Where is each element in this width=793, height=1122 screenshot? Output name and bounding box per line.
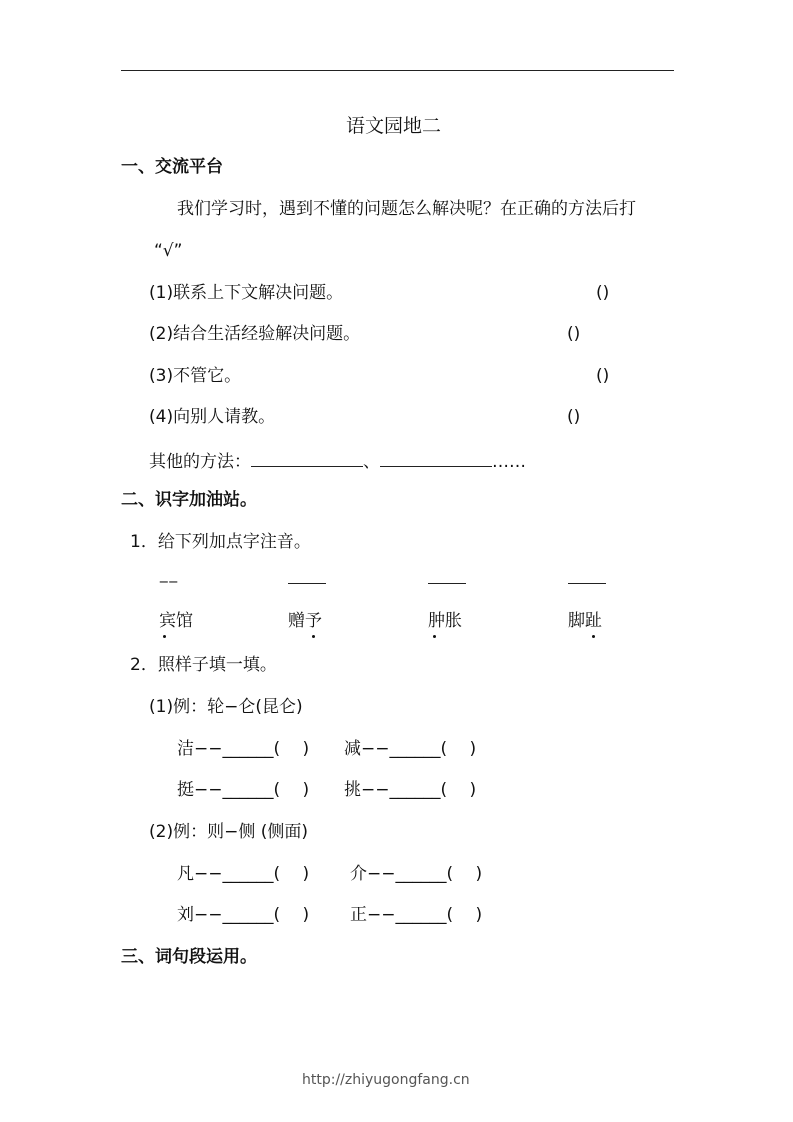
emphasis-dot-4 [592, 635, 595, 638]
method-item-2-mark[interactable]: () [567, 324, 581, 344]
other-methods-row [149, 451, 526, 471]
word-4: 脚趾 [568, 611, 602, 631]
footer-url[interactable]: http://zhiyugongfang.cn [302, 1072, 470, 1088]
fill-item-2[interactable]: 减−−______( ) [344, 739, 477, 759]
method-item-3-mark[interactable]: () [596, 366, 610, 386]
question-2: 2．照样子填一填。 [130, 655, 277, 675]
pinyin-blank-2[interactable] [288, 583, 326, 584]
top-rule [121, 70, 674, 71]
other-method-blank-1[interactable] [251, 451, 363, 467]
example-2-label: (2)例：则−侧 (侧面) [149, 822, 308, 842]
fill-item-4[interactable]: 挑−−______( ) [344, 780, 477, 800]
word-2: 赠予 [288, 611, 322, 631]
other-methods-label: 其他的方法： [149, 452, 251, 472]
section3-heading: 三、词句段运用。 [121, 947, 257, 967]
pinyin-blank-1[interactable]: ‒‒ [159, 572, 179, 590]
method-item-1: (1)联系上下文解决问题。 [149, 283, 344, 303]
word-3: 肿胀 [428, 611, 462, 631]
other-methods-ellipsis: …… [492, 452, 526, 472]
fill-item-3[interactable]: 挺−−______( ) [177, 780, 310, 800]
other-methods-separator: 、 [363, 452, 380, 472]
method-item-4-mark[interactable]: () [567, 407, 581, 427]
section1-intro-line1: 我们学习时，遇到不懂的问题怎么解决呢？在正确的方法后打 [177, 199, 636, 219]
method-item-3: (3)不管它。 [149, 366, 242, 386]
method-item-4: (4)向别人请教。 [149, 407, 276, 427]
pinyin-blank-4[interactable] [568, 583, 606, 584]
page-title: 语文园地二 [346, 115, 442, 137]
section1-intro-line2: “√” [154, 241, 183, 261]
word-1: 宾馆 [159, 611, 193, 631]
fill-item-1[interactable]: 洁−−______( ) [177, 739, 310, 759]
fill-item-8[interactable]: 正−−______( ) [350, 905, 483, 925]
other-method-blank-2[interactable] [380, 451, 492, 467]
fill-item-7[interactable]: 刘−−______( ) [177, 905, 310, 925]
section2-heading: 二、识字加油站。 [121, 490, 257, 510]
emphasis-dot-2 [312, 635, 315, 638]
method-item-1-mark[interactable]: () [596, 283, 610, 303]
section1-heading: 一、交流平台 [121, 157, 223, 177]
fill-item-5[interactable]: 凡−−______( ) [177, 864, 310, 884]
fill-item-6[interactable]: 介−−______( ) [350, 864, 483, 884]
example-1-label: (1)例：轮−仑(昆仑) [149, 697, 303, 717]
pinyin-blank-3[interactable] [428, 583, 466, 584]
method-item-2: (2)结合生活经验解决问题。 [149, 324, 361, 344]
emphasis-dot-1 [163, 635, 166, 638]
emphasis-dot-3 [433, 635, 436, 638]
question-1: 1．给下列加点字注音。 [130, 532, 311, 552]
